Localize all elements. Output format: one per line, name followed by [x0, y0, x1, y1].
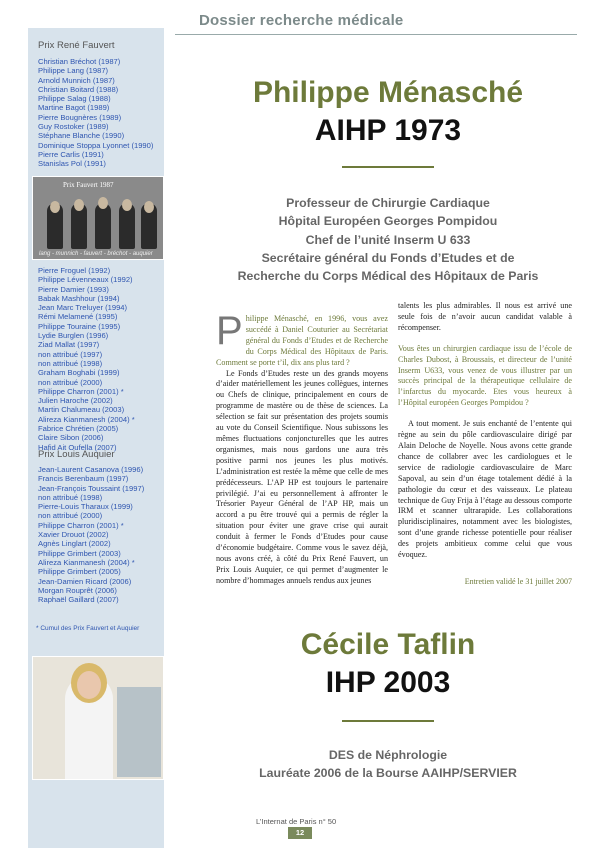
profile1-subtitle: [176, 194, 600, 285]
list-item: Philippe Salag (1988): [38, 94, 111, 104]
subtitle-line: Secrétaire général du Fonds d’Etudes et de: [261, 250, 515, 265]
profile1-year: AIHP 1973: [314, 114, 462, 147]
profile2-name: Cécile Taflin: [300, 628, 476, 661]
list-item: Pierre Damier (1993): [38, 284, 109, 294]
list-item: Julien Haroche (2002): [38, 396, 113, 406]
header-rule: [175, 34, 577, 35]
list-item: Martine Bagot (1989): [38, 103, 110, 113]
interview-validation: Entretien validé le 31 juillet 2007: [464, 577, 572, 586]
list-item: Stanislas Pol (1991): [38, 159, 106, 169]
taflin-photo: [32, 656, 164, 780]
subtitle-line: DES de Néphrologie: [328, 748, 448, 762]
article-column-2: [398, 301, 572, 561]
list-item: Martin Chalumeau (2003): [38, 405, 125, 415]
list-item: Jean-François Toussaint (1997): [38, 483, 145, 493]
list-item: Alireza Kianmanesh (2004) *: [38, 557, 135, 567]
subtitle-line: Lauréate 2006 de la Bourse AAIHP/SERVIER: [259, 766, 517, 781]
list-item: Philippe Touraine (1995): [38, 321, 121, 331]
list-item: non attribué (2000): [38, 377, 103, 387]
list-item: Morgan Rouprêt (2006): [38, 585, 117, 595]
list-item: Jean Marc Treluyer (1994): [38, 303, 128, 313]
fauvert-1987-photo: [32, 176, 164, 260]
list-item: Jean-Damien Ricard (2006): [38, 576, 132, 586]
dropcap: P: [216, 309, 243, 353]
footer-publication: L’Internat de Paris n° 50: [256, 817, 337, 826]
section-title: Dossier recherche médicale: [199, 12, 404, 29]
article-column-1: [216, 309, 388, 587]
list-item: Fabrice Chrétien (2005): [38, 424, 119, 434]
list-item: Philippe Charron (2001) *: [38, 386, 124, 396]
list-item: Raphaël Gaillard (2007): [38, 595, 119, 605]
subtitle-line: Professeur de Chirurgie Cardiaque: [286, 196, 490, 210]
profile1-name: Philippe Ménasché: [252, 76, 524, 109]
list-item: Philippe Charron (2001) *: [38, 520, 124, 530]
subtitle-line: Recherche du Corps Médical des Hôpitaux de Paris: [237, 269, 539, 284]
list-item: Rémi Melamené (1995): [38, 312, 118, 322]
list-item: Pierre Froguel (1992): [38, 266, 111, 275]
list-item: Babak Mashhour (1994): [38, 293, 120, 303]
list-item: Francis Berenbaum (1997): [38, 474, 129, 484]
header: [0, 0, 600, 30]
question-2: Vous êtes un chirurgien cardiaque issu de l’école de Charles Dubost, à Broussais, et directeur de l’unité Inserm U633, vous venez de vous illustrer par un succès principal de la thérapeutique cellulaire de l’infarctus du myocarde. Etes vous heureux à l’Hôpital européen Georges Pompidou ?: [398, 343, 572, 408]
photo-title: Prix Fauvert 1987: [63, 181, 114, 189]
profile2-year: IHP 2003: [325, 666, 451, 699]
list-item: non attribué (1998): [38, 358, 103, 368]
page-number: 12: [288, 827, 312, 839]
sidebar: [28, 28, 164, 848]
list-item: Philippe Grimbert (2003): [38, 548, 121, 558]
list-item: Claire Sibon (2006): [38, 433, 104, 443]
list-item: non attribué (2000): [38, 511, 103, 521]
list-item: Xavier Drouot (2002): [38, 530, 109, 540]
list-item: Lydie Burglen (1996): [38, 331, 109, 341]
list-item: Alireza Kianmanesh (2004) *: [38, 414, 135, 424]
answer-1: Le Fonds d’Etudes reste un des grands moyens d’aider matériellement les jeunes collègues, internes ou Chefs de clinique, principalement en cours de programme de mastère ou de thèse de sciences. La sélection se fait sur présentation des projets soumis au vote du Conseil Scientifique. Nous subissons les mêmes fluctuations conjoncturelles que les autres organismes, mais nous gardons une aura très positive parmi nos jeunes les plus motivés. L’administration est restée la même que celle de mes prédécesseurs. L’AP HP est toujours le partenaire privilégié. J’ai eu personnellement à affronter le Trésorier Payeur Général de l’AP HP, mais un accord a pu être trouvé qui a permis de régler la situation pour éviter une grave crise qui aurait conduit à fermer le Fonds d’Etudes pour cause d’économie budgétaire. Comme vous le savez déjà, nous avons créé, à côté du Prix René Fauvert, un Prix Louis Auquier, ce qui permet d’augmenter le nombre d’hommages annuels rendus aux jeunes: [216, 368, 388, 585]
profile2-subtitle: [176, 746, 600, 783]
auquier-list: [28, 465, 144, 604]
list-item: Pierre-Louis Tharaux (1999): [38, 502, 133, 512]
list-item: Pierre Bougnères (1989): [38, 112, 122, 122]
list-item: Graham Boghabi (1999): [38, 368, 120, 378]
prize-fauvert-heading: Prix René Fauvert: [38, 40, 115, 51]
list-item: Philippe Lang (1987): [38, 66, 109, 76]
list-item: Dominique Stoppa Lyonnet (1990): [38, 140, 154, 150]
list-item: Jean-Laurent Casanova (1996): [38, 465, 144, 474]
list-item: Ziad Mallat (1997): [38, 340, 100, 350]
photo-caption: lang - munnich - fauvert - bréchot - auquier: [39, 251, 153, 257]
list-item: Arnold Munnich (1987): [38, 75, 115, 85]
subtitle-line: Hôpital Européen Georges Pompidou: [278, 214, 498, 229]
list-item: Hafid Ait Oufella (2007): [38, 442, 117, 452]
answer-1-continued: talents les plus admirables. Il nous est arrivé une seule fois de n’avoir aucun candidat valable à récompenser.: [398, 301, 572, 332]
list-item: Stéphane Blanche (1990): [38, 131, 125, 141]
fauvert-list-1992-2007: [28, 266, 135, 452]
list-item: Christian Boitard (1988): [38, 84, 119, 94]
list-item: Pierre Carlis (1991): [38, 149, 104, 159]
prize-auquier-heading: Prix Louis Auquier: [38, 449, 115, 460]
list-item: Agnès Linglart (2002): [38, 539, 111, 549]
answer-2: A tout moment. Je suis enchanté de l’entente qui règne au sein du pôle cardiovasculaire dirigé par Alain Deloche de Noyelle. Nous avons cette grande chance de collabrer avec les cardiologues et le service de radiologie cardiovasculaire de Marc Sapoval, au sein d’un étage totalement dédié à la pathologie du cœur et des vaisseaux. Le plateau technique de Guy Frija à l’étage au dessous comporte IRM et scanner ultrarapide. Les collaborations pluridisciplinaires, notamment avec les biologistes, sont d’une grande richesse potentielle pour réaliser des projets ambitieux comme celui que vous évoquez.: [398, 419, 572, 560]
question-1: hilippe Ménasché, en 1996, vous avez succédé à Daniel Couturier au Secrétariat général du Fonds d’Etudes et de Recherche du Corps Médical des Hôpitaux de Paris. Comment se porte t’il, dix ans plus tard ?: [216, 314, 388, 367]
list-item: Philippe Lévenneaux (1992): [38, 275, 133, 285]
footnote: * Cumul des Prix Fauvert et Auquier: [36, 625, 140, 632]
list-item: Christian Bréchot (1987): [38, 57, 121, 66]
list-item: Guy Rostoker (1989): [38, 122, 109, 132]
fauvert-list-1987-1991: [28, 57, 164, 169]
list-item: Philippe Grimbert (2005): [38, 567, 121, 577]
list-item: non attribué (1998): [38, 492, 103, 502]
divider: [342, 720, 434, 722]
subtitle-line: Chef de l’unité Inserm U 633: [305, 232, 471, 247]
divider: [342, 166, 434, 168]
list-item: non attribué (1997): [38, 349, 103, 359]
